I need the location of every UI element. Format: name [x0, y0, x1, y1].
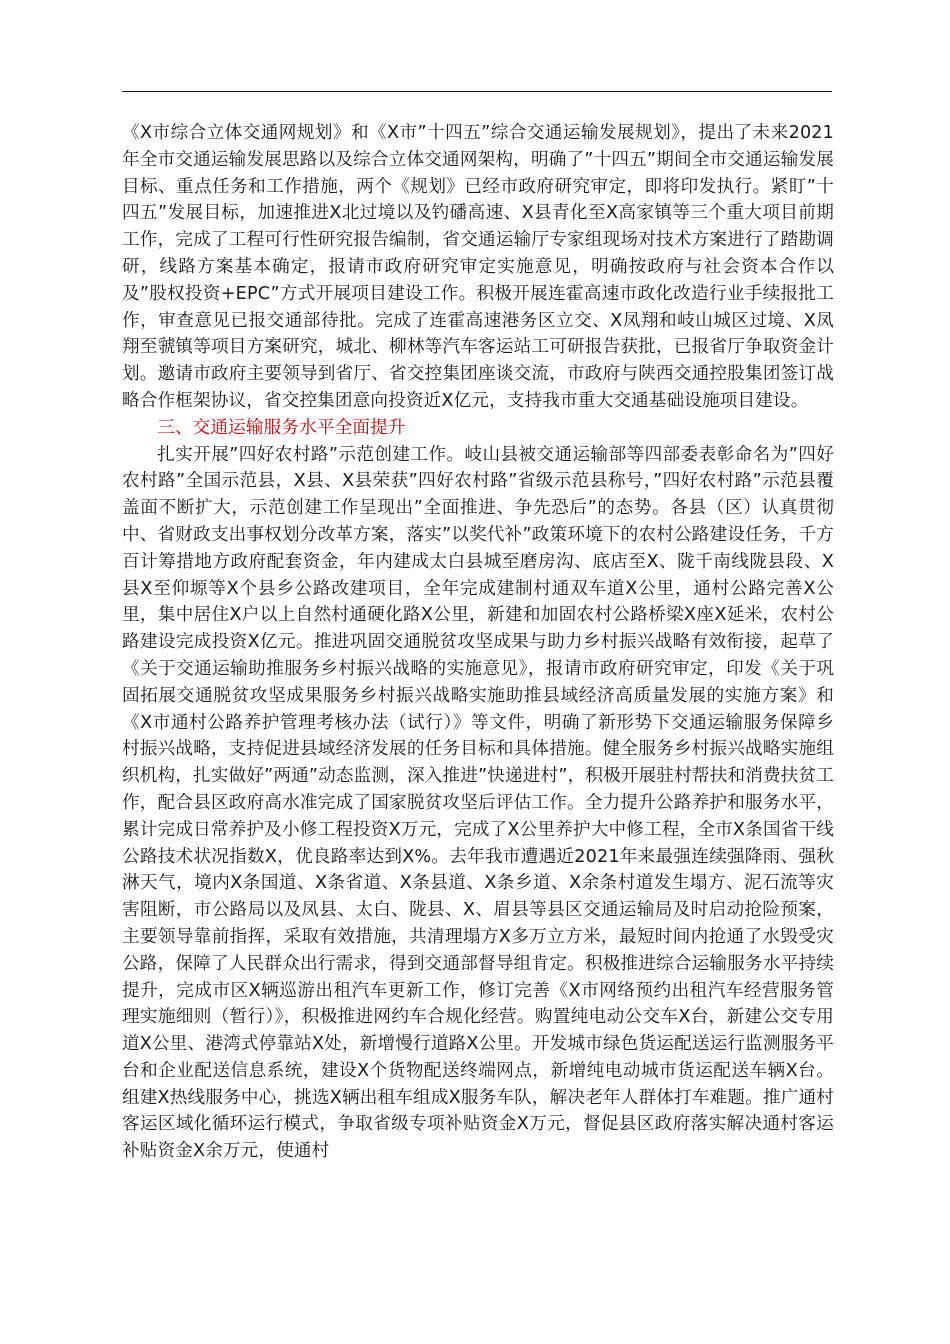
document-body	[122, 120, 834, 1165]
body-paragraph-continued: 《X市综合立体交通网规划》和《X市”十四五”综合交通运输发展规划》，提出了未来2021年全市交通运输发展思路以及综合立体交通网架构，明确了”十四五”期间全市交通运输发展目标、重点任务和工作措施，两个《规划》已经市政府研究审定，即将印发执行。紧盯”十四五”发展目标，加速推进X北过境以及钓磻高速、X县青化至X高家镇等三个重大项目前期工作，完成了工程可行性研究报告编制，省交通运输厅专家组现场对技术方案进行了踏勘调研，线路方案基本确定，报请市政府研究审定实施意见，明确按政府与社会资本合作以及”股权投资+EPC”方式开展项目建设工作。积极开展连霍高速市政化改造行业手续报批工作，审查意见已报交通部待批。完成了连霍高速港务区立交、X凤翔和岐山城区过境、X凤翔至虢镇等项目方案研究，城北、柳林等汽车客运站工可研报告获批，已报省厅争取资金计划。邀请市政府主要领导到省厅、省交控集团座谈交流，市政府与陕西交通控股集团签订战略合作框架协议，省交控集团意向投资近X亿元，支持我市重大交通基础设施项目建设。	[122, 123, 834, 411]
body-paragraph: 扎实开展”四好农村路”示范创建工作。岐山县被交通运输部等四部委表彰命名为”四好农村路”全国示范县，X县、X县荣获”四好农村路”省级示范县称号，”四好农村路”示范县覆盖面不断扩大，示范创建工作呈现出”全面推进、争先恐后”的态势。各县（区）认真贯彻中、省财政支出事权划分改革方案，落实”以奖代补”政策环境下的农村公路建设任务，千方百计筹措地方政府配套资金，年内建成太白县城至磨房沟、底店至X、陇千南线陇县段、X县X至仰塬等X个县乡公路改建项目，全年完成建制村通双车道X公里，通村公路完善X公里，集中居住X户以上自然村通硬化路X公里，新建和加固农村公路桥梁X座X延米，农村公路建设完成投资X亿元。推进巩固交通脱贫攻坚成果与助力乡村振兴战略有效衔接，起草了《关于交通运输助推服务乡村振兴战略的实施意见》，报请市政府研究审定，印发《关于巩固拓展交通脱贫攻坚成果服务乡村振兴战略实施助推县域经济高质量发展的实施方案》和《X市通村公路养护管理考核办法（试行）》等文件，明确了新形势下交通运输服务保障乡村振兴战略，支持促进县域经济发展的任务目标和具体措施。健全服务乡村振兴战略实施组织机构，扎实做好”两通”动态监测，深入推进”快递进村”，积极开展驻村帮扶和消费扶贫工作，配合县区政府高水准完成了国家脱贫攻坚后评估工作。全力提升公路养护和服务水平，累计完成日常养护及小修工程投资X万元，完成了X公里养护大中修工程，全市X条国省干线公路技术状况指数X，优良路率达到X%。去年我市遭遇近2021年来最强连续强降雨、强秋淋天气，境内X条国道、X条省道、X条县道、X条乡道、X余条村道发生塌方、泥石流等灾害阻断，市公路局以及凤县、太白、陇县、X、眉县等县区交通运输局及时启动抢险预案，主要领导靠前指挥，采取有效措施，共清理塌方X多万立方米，最短时间内抢通了水毁受灾公路，保障了人民群众出行需求，得到交通部督导组肯定。积极推进综合运输服务水平持续提升，完成市区X辆巡游出租汽车更新工作，修订完善《X市网络预约出租汽车经营服务管理实施细则（暂行）》，积极推进网约车合规化经营。购置纯电动公交车X台，新建公交专用道X公里、港湾式停靠站X处，新增慢行道路X公里。开发城市绿色货运配送运行监测服务平台和企业配送信息系统，建设X个货物配送终端网点，新增纯电动城市货运配送车辆X台。组建X热线服务中心，挑选X辆出租车组成X服务车队，解决老年人群体打车难题。推广通村客运区域化循环运行模式，争取省级专项补贴资金X万元，督促县区政府落实解决通村客运补贴资金X余万元，使通村	[122, 444, 834, 1162]
header-rule	[122, 91, 832, 92]
section-heading: 三、交通运输服务水平全面提升	[157, 417, 406, 438]
